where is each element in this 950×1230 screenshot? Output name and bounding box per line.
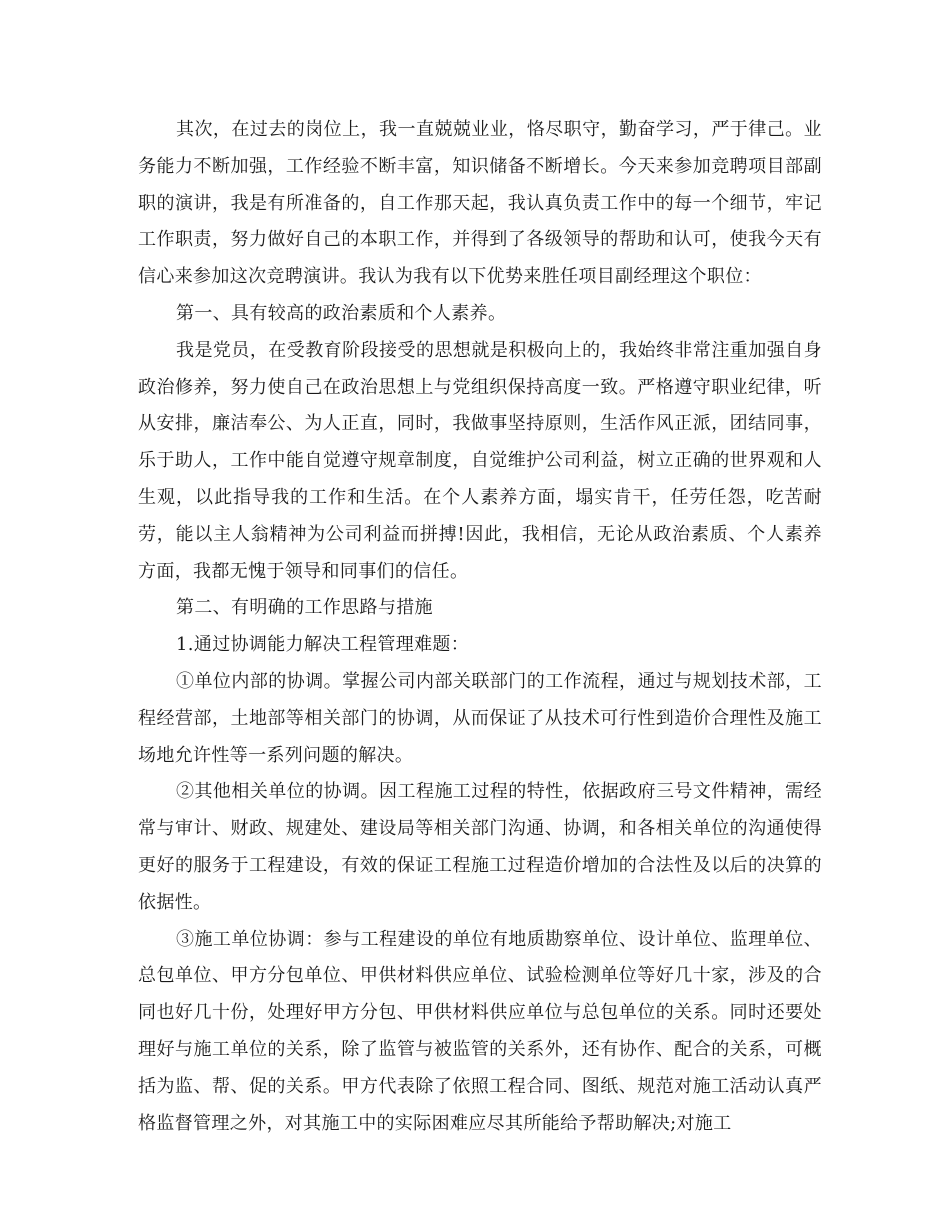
paragraph-internal-coordination: ①单位内部的协调。掌握公司内部关联部门的工作流程，通过与规划技术部，工程经营部，土地部等相关部门的协调，从而保证了从技术可行性到造价合理性及施工场地允许性等一系列问题的解决。 xyxy=(138,670,822,766)
paragraph-contractor-coordination: ③施工单位协调：参与工程建设的单位有地质勘察单位、设计单位、监理单位、总包单位、甲方分包单位、甲供材料供应单位、试验检测单位等好几十家，涉及的合同也好几十份，处理好甲方分包、甲供材料供应单位与总包单位的关系。同时还要处理好与施工单位的关系，除了监管与被监管的关系外，还有协作、配合的关系，可概括为监、帮、促的关系。甲方代表除了依照工程合同、图纸、规范对施工活动认真严格监督管理之外，对其施工中的实际困难应尽其所能给予帮助解决;对施工 xyxy=(138,928,822,1134)
document-body xyxy=(138,112,822,1142)
paragraph-political-quality: 我是党员，在受教育阶段接受的思想就是积极向上的，我始终非常注重加强自身政治修养，努力使自己在政治思想上与党组织保持高度一致。严格遵守职业纪律，听从安排，廉洁奉公、为人正直，同时，我做事坚持原则，生活作风正派，团结同事，乐于助人，工作中能自觉遵守规章制度，自觉维护公司利益，树立正确的世界观和人生观，以此指导我的工作和生活。在个人素养方面，塌实肯干，任劳任怨，吃苦耐劳，能以主人翁精神为公司利益而拼搏!因此，我相信，无论从政治素质、个人素养方面，我都无愧于领导和同事们的信任。 xyxy=(138,339,822,582)
paragraph-external-coordination: ②其他相关单位的协调。因工程施工过程的特性，依据政府三号文件精神，需经常与审计、财政、规建处、建设局等相关部门沟通、协调，和各相关单位的沟通使得更好的服务于工程建设，有效的保证工程施工过程造价增加的合法性及以后的决算的依据性。 xyxy=(138,781,822,913)
paragraph-intro: 其次，在过去的岗位上，我一直兢兢业业，恪尽职守，勤奋学习，严于律己。业务能力不断加强，工作经验不断丰富，知识储备不断增长。今天来参加竞聘项目部副职的演讲，我是有所准备的，自工作那天起，我认真负责工作中的每一个细节，牢记工作职责，努力做好自己的本职工作，并得到了各级领导的帮助和认可，使我今天有信心来参加这次竞聘演讲。我认为我有以下优势来胜任项目副经理这个职位： xyxy=(138,119,822,288)
subheading-coordination: 1.通过协调能力解决工程管理难题： xyxy=(176,634,470,656)
heading-second-advantage: 第二、有明确的工作思路与措施 xyxy=(176,597,433,619)
heading-first-advantage: 第一、具有较高的政治素质和个人素养。 xyxy=(176,302,507,324)
